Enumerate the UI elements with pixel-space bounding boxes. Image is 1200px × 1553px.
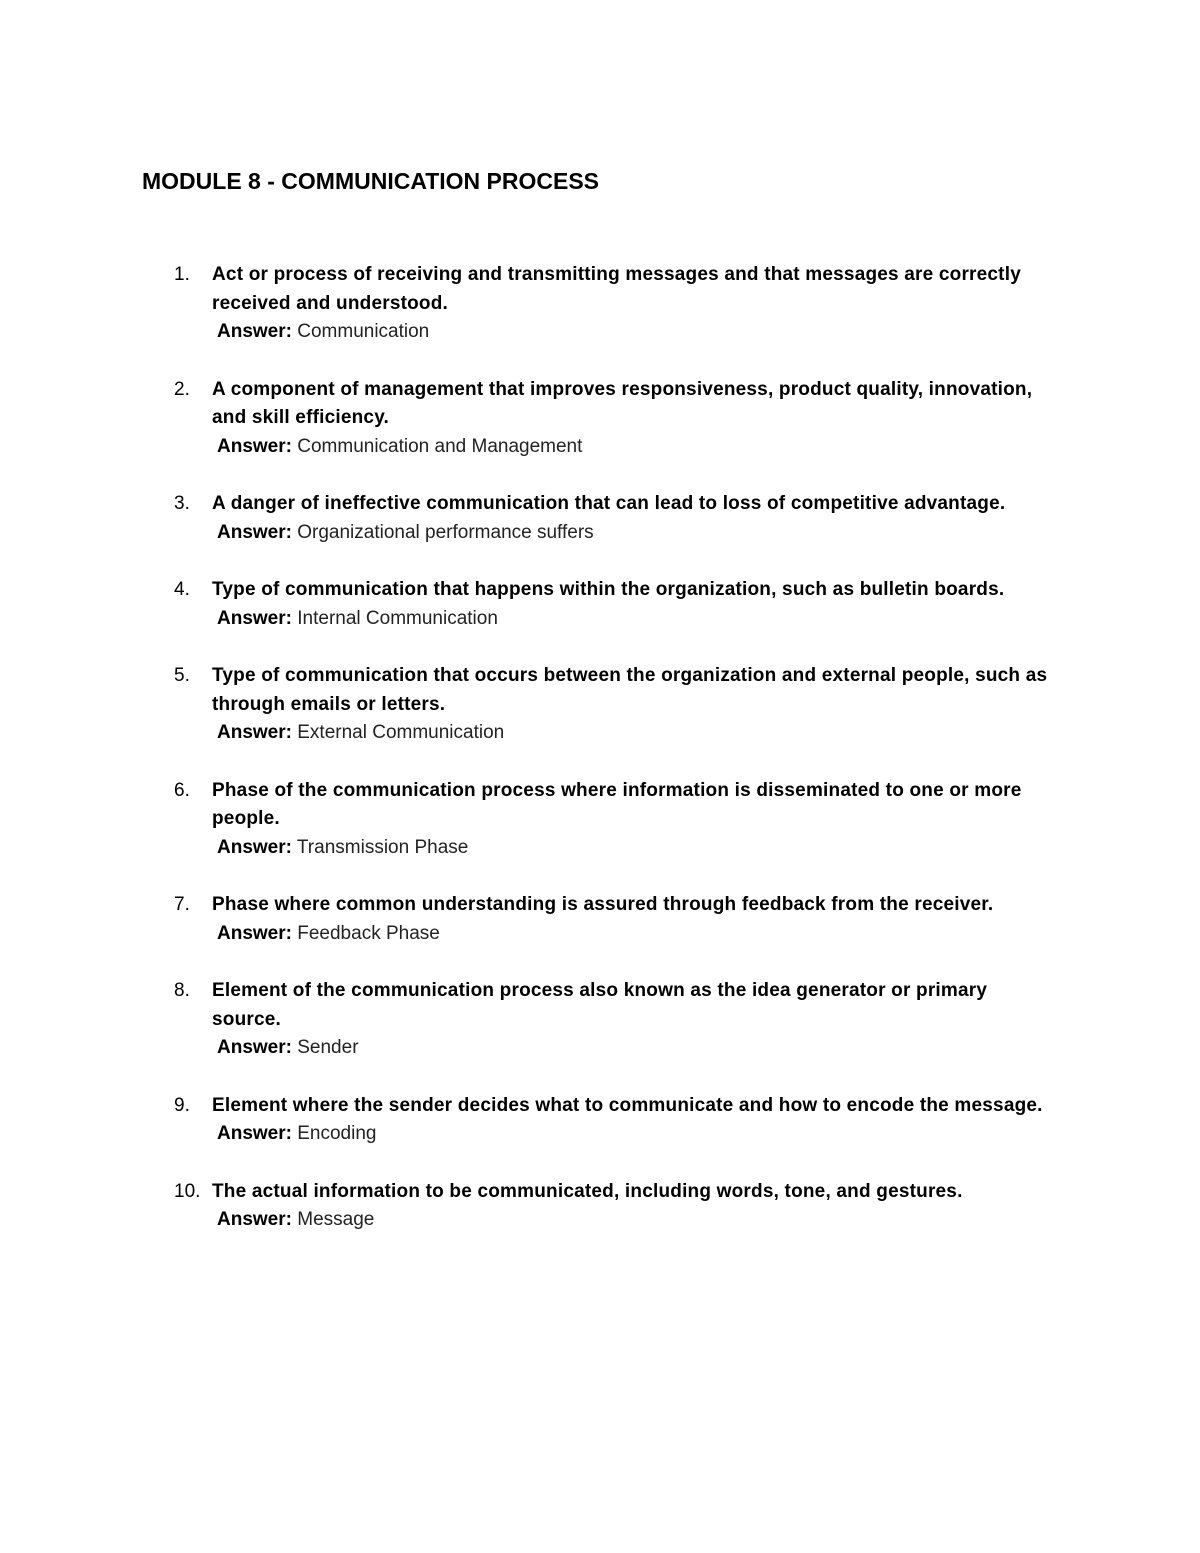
question-text: A danger of ineffective communication that can lead to loss of competitive advantage. [212, 493, 1006, 514]
answer-label: Answer: [217, 836, 292, 858]
question-item [142, 376, 1060, 462]
answer-line [212, 605, 1060, 634]
answer-label: Answer: [217, 722, 292, 743]
answer-line [212, 433, 1060, 462]
question-number: 5. [174, 665, 190, 686]
question-number: 3. [174, 493, 190, 514]
question-item [142, 576, 1060, 633]
answer-label: Answer: [217, 922, 292, 944]
answer-value: Feedback Phase [297, 922, 440, 944]
question-item [142, 261, 1060, 347]
question-item [142, 1178, 1060, 1235]
question-number: 6. [174, 779, 190, 801]
answer-value: Transmission Phase [296, 836, 469, 858]
question-text: Type of communication that occurs between the organization and external people, such as through emails or letters. [212, 665, 1048, 715]
question-text: Act or process of receiving and transmitting messages and that messages are correctly received and understood. [212, 264, 1021, 314]
question-item [142, 662, 1060, 748]
answer-line [212, 519, 1060, 548]
answer-value: Message [297, 1209, 375, 1230]
answer-value: Encoding [297, 1123, 377, 1144]
answer-label: Answer: [217, 435, 292, 457]
question-item [142, 977, 1060, 1063]
question-text: Element of the communication process also known as the idea generator or primary source. [212, 980, 988, 1030]
page-title: MODULE 8 - COMMUNICATION PROCESS [142, 168, 600, 194]
question-number: 1. [174, 264, 190, 285]
question-list [142, 261, 1060, 1235]
answer-value: Organizational performance suffers [297, 521, 594, 543]
question-text: Phase where common understanding is assured through feedback from the receiver. [212, 894, 994, 915]
answer-label: Answer: [217, 321, 292, 342]
answer-label: Answer: [217, 1037, 292, 1058]
answer-label: Answer: [217, 1209, 292, 1230]
question-number: 10. [174, 1180, 201, 1202]
question-text: A component of management that improves responsiveness, product quality, innovation, and skill efficiency. [212, 378, 1033, 428]
answer-value: Sender [297, 1037, 359, 1058]
answer-line [212, 719, 1060, 748]
answer-line [212, 1206, 1060, 1235]
question-number: 2. [174, 378, 190, 400]
answer-value: External Communication [297, 722, 505, 743]
answer-label: Answer: [217, 521, 292, 543]
question-text: The actual information to be communicated, including words, tone, and gestures. [212, 1180, 963, 1202]
answer-line [212, 834, 1060, 863]
question-number: 4. [174, 579, 190, 600]
answer-line [212, 318, 1060, 347]
answer-value: Internal Communication [297, 607, 498, 629]
question-item [142, 490, 1060, 547]
question-item [142, 891, 1060, 948]
answer-line [212, 1034, 1060, 1063]
question-text: Element where the sender decides what to communicate and how to encode the message. [212, 1094, 1043, 1116]
question-item [142, 1092, 1060, 1149]
question-number: 9. [174, 1094, 190, 1116]
question-text: Type of communication that happens within the organization, such as bulletin boards. [212, 579, 1005, 600]
question-text: Phase of the communication process where information is disseminated to one or more people. [212, 779, 1022, 829]
answer-label: Answer: [217, 1123, 292, 1144]
question-number: 8. [174, 980, 190, 1001]
question-item [142, 777, 1060, 863]
answer-line [212, 920, 1060, 949]
answer-line [212, 1120, 1060, 1149]
question-number: 7. [174, 894, 190, 915]
answer-value: Communication and Management [297, 435, 583, 457]
answer-label: Answer: [217, 607, 292, 629]
answer-value: Communication [297, 321, 430, 342]
